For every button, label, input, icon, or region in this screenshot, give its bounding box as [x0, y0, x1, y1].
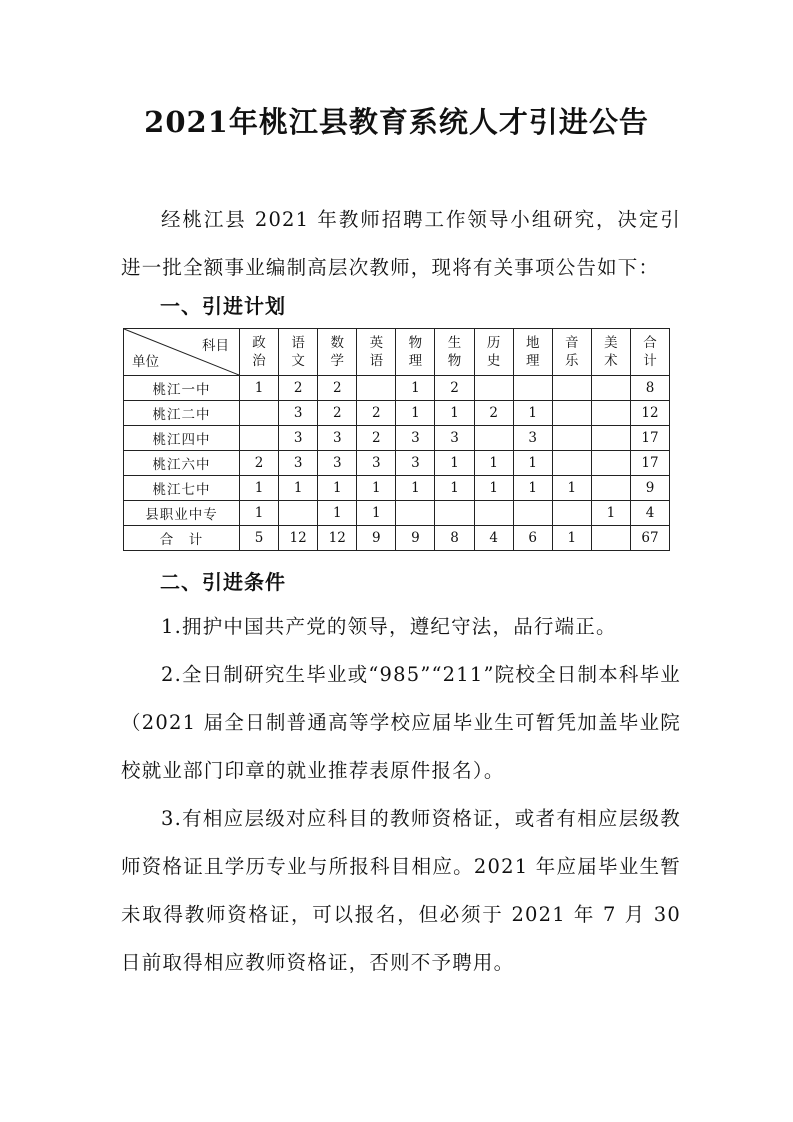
condition-3: 3.有相应层级对应科目的教师资格证，或者有相应层级教师资格证且学历专业与所报科目相应。2021 年应届毕业生暂未取得教师资格证，可以报名，但必须于 2021 年 7 月 30 日前取得相应教师资格证，否则不予聘用。 — [121, 807, 681, 974]
quota-cell: 1 — [552, 476, 591, 501]
quota-cell: 9 — [357, 526, 396, 551]
unit-name-cell: 桃江四中 — [124, 426, 240, 451]
subject-header-cell — [474, 329, 513, 376]
subject-header-label: 美术 — [604, 335, 618, 369]
quota-cell: 3 — [279, 426, 318, 451]
subject-header-label: 地理 — [525, 335, 540, 369]
quota-cell: 2 — [279, 376, 318, 401]
subject-header-label: 英语 — [369, 335, 384, 369]
quota-cell: 3 — [279, 451, 318, 476]
quota-cell: 5 — [240, 526, 279, 551]
quota-cell — [396, 501, 435, 526]
subject-header-cell — [240, 329, 279, 376]
table-row — [124, 426, 670, 451]
quota-cell: 1 — [240, 476, 279, 501]
quota-cell: 1 — [435, 476, 474, 501]
quota-cell — [591, 426, 630, 451]
row-total-cell: 67 — [630, 526, 669, 551]
row-total-cell: 17 — [630, 426, 669, 451]
subject-header-cell — [552, 329, 591, 376]
quota-cell: 3 — [279, 401, 318, 426]
quota-cell — [435, 501, 474, 526]
quota-cell — [591, 401, 630, 426]
table-header-row — [124, 329, 670, 376]
quota-cell: 12 — [279, 526, 318, 551]
quota-cell: 3 — [396, 451, 435, 476]
quota-cell: 3 — [357, 451, 396, 476]
quota-cell — [552, 501, 591, 526]
quota-cell: 9 — [396, 526, 435, 551]
quota-cell: 3 — [396, 426, 435, 451]
subject-header-cell — [435, 329, 474, 376]
section-heading-plan: 一、引进计划 — [160, 294, 286, 318]
intro-paragraph: 经桃江县 2021 年教师招聘工作领导小组研究，决定引进一批全额事业编制高层次教师，现将有关事项公告如下： — [121, 208, 681, 279]
quota-cell: 2 — [318, 401, 357, 426]
quota-cell: 1 — [240, 501, 279, 526]
unit-name-cell: 县职业中专 — [124, 501, 240, 526]
quota-cell: 2 — [240, 451, 279, 476]
quota-cell: 12 — [318, 526, 357, 551]
quota-cell — [552, 376, 591, 401]
corner-subject-label: 科目 — [202, 338, 229, 354]
row-total-cell: 4 — [630, 501, 669, 526]
quota-cell: 1 — [591, 501, 630, 526]
subject-header-cell — [279, 329, 318, 376]
table-row — [124, 451, 670, 476]
subject-header-cell — [318, 329, 357, 376]
quota-cell: 1 — [513, 476, 552, 501]
quota-cell — [552, 426, 591, 451]
quota-cell: 2 — [318, 376, 357, 401]
quota-cell: 1 — [513, 451, 552, 476]
quota-cell: 1 — [396, 401, 435, 426]
quota-cell: 1 — [279, 476, 318, 501]
quota-cell — [591, 376, 630, 401]
table-row — [124, 501, 670, 526]
table-row — [124, 376, 670, 401]
quota-cell: 2 — [357, 401, 396, 426]
section-heading-conditions: 二、引进条件 — [160, 570, 286, 594]
row-total-cell: 8 — [630, 376, 669, 401]
quota-cell: 6 — [513, 526, 552, 551]
quota-cell — [240, 426, 279, 451]
unit-name-cell: 合 计 — [124, 526, 240, 551]
quota-cell: 1 — [474, 451, 513, 476]
subject-header-label: 生物 — [447, 335, 462, 369]
table-row — [124, 526, 670, 551]
subject-header-label: 政治 — [252, 335, 266, 369]
quota-cell: 1 — [318, 476, 357, 501]
quota-cell — [552, 401, 591, 426]
subject-header-label: 物理 — [408, 335, 423, 369]
corner-unit-label: 单位 — [132, 354, 159, 370]
quota-cell — [552, 451, 591, 476]
quota-cell — [513, 501, 552, 526]
subject-header-cell — [630, 329, 669, 376]
subject-header-label: 合计 — [643, 335, 657, 369]
quota-cell: 1 — [474, 476, 513, 501]
subject-header-cell — [396, 329, 435, 376]
quota-cell — [240, 401, 279, 426]
quota-cell: 1 — [552, 526, 591, 551]
quota-cell: 2 — [357, 426, 396, 451]
quota-cell — [474, 376, 513, 401]
subject-header-cell — [357, 329, 396, 376]
quota-cell: 2 — [435, 376, 474, 401]
quota-cell: 1 — [240, 376, 279, 401]
quota-cell: 2 — [474, 401, 513, 426]
quota-cell: 1 — [396, 476, 435, 501]
quota-cell — [474, 501, 513, 526]
quota-cell — [279, 501, 318, 526]
quota-cell — [591, 476, 630, 501]
quota-cell: 1 — [396, 376, 435, 401]
quota-cell: 3 — [513, 426, 552, 451]
quota-cell — [513, 376, 552, 401]
quota-cell: 3 — [435, 426, 474, 451]
unit-name-cell: 桃江一中 — [124, 376, 240, 401]
row-total-cell: 9 — [630, 476, 669, 501]
quota-cell — [474, 426, 513, 451]
quota-cell: 1 — [435, 401, 474, 426]
quota-cell: 1 — [435, 451, 474, 476]
unit-name-cell: 桃江七中 — [124, 476, 240, 501]
unit-name-cell: 桃江六中 — [124, 451, 240, 476]
subject-header-label: 历史 — [486, 335, 501, 369]
quota-cell: 3 — [318, 451, 357, 476]
table-row — [124, 476, 670, 501]
row-total-cell: 12 — [630, 401, 669, 426]
table-corner-cell — [124, 329, 240, 376]
subject-header-cell — [513, 329, 552, 376]
condition-2: 2.全日制研究生毕业或“985”“211”院校全日制本科毕业（2021 届全日制普通高等学校应届毕业生可暂凭加盖毕业院校就业部门印章的就业推荐表原件报名）。 — [121, 663, 681, 782]
quota-cell: 1 — [357, 476, 396, 501]
quota-cell — [591, 451, 630, 476]
condition-1: 1.拥护中国共产党的领导，遵纪守法，品行端正。 — [161, 615, 617, 638]
subject-header-label: 数学 — [330, 335, 344, 369]
quota-cell: 1 — [357, 501, 396, 526]
quota-cell — [591, 526, 630, 551]
row-total-cell: 17 — [630, 451, 669, 476]
quota-cell: 3 — [318, 426, 357, 451]
quota-cell: 1 — [513, 401, 552, 426]
page-title: 2021年桃江县教育系统人才引进公告 — [144, 105, 649, 139]
quota-cell: 4 — [474, 526, 513, 551]
quota-cell — [357, 376, 396, 401]
recruitment-plan-table — [123, 328, 670, 551]
subject-header-label: 音乐 — [565, 335, 579, 369]
quota-cell: 1 — [318, 501, 357, 526]
table-row — [124, 401, 670, 426]
unit-name-cell: 桃江二中 — [124, 401, 240, 426]
subject-header-label: 语文 — [291, 335, 305, 369]
subject-header-cell — [591, 329, 630, 376]
quota-cell: 8 — [435, 526, 474, 551]
